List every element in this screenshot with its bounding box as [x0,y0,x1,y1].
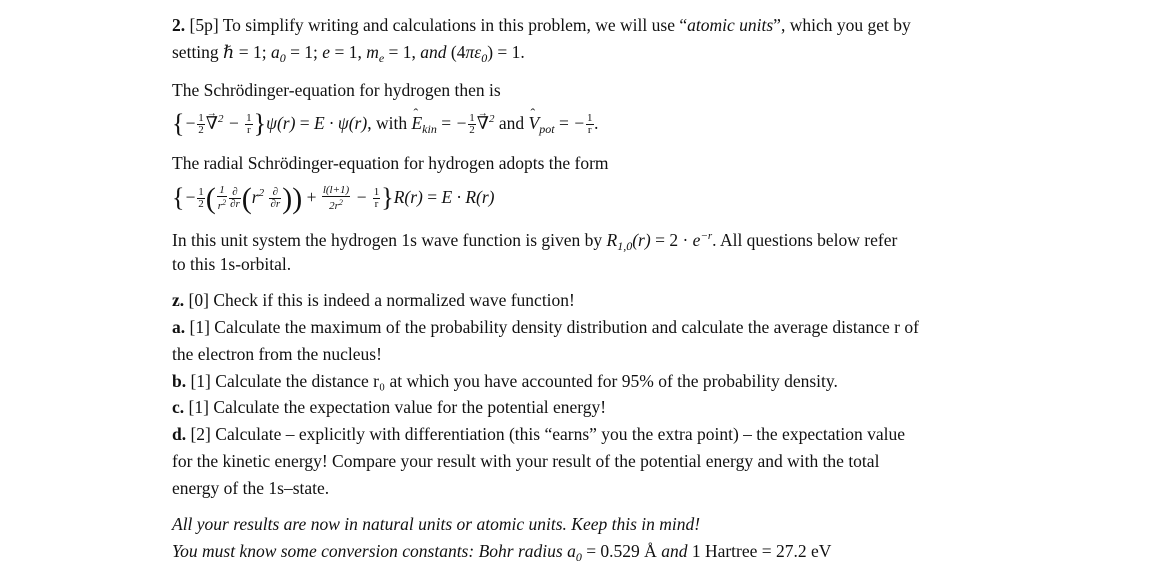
setting-line [172,41,525,69]
question-points: [1] [189,317,210,337]
and-word: and [498,113,525,133]
note-constants: You must know some conversion constants: Bohr radius $a_0 = 0.529$ Å and 1 Hartree = 27.2 eV [172,541,832,564]
problem-header-line: 2. [5p] To simplify writing and calculations in this problem, we will use “atomic units”, which you get by [172,15,911,35]
question-b [172,370,838,392]
question-label: d. [172,424,187,444]
question-label: a. [172,317,186,337]
units-definition: ℏ = 1; $a_0 = 1$; e = 1, $m_e = 1$, and $(4\pi\varepsilon_0) = 1$. [223,42,525,65]
wavefunction-line: In this unit system the hydrogen 1s wave function is given by $R_{1,0}(r) = 2 \cdot e^{-r}$. All questions below refer [172,230,898,253]
question-text: Check if this is indeed a normalized wave function! [213,290,575,310]
question-label: z. [172,290,185,310]
problem-number: 2 [172,15,181,35]
question-label: c. [172,397,185,417]
question-points: [1] [188,397,209,417]
wavefunction-prefix: In this unit system the hydrogen 1s wave function is given by [172,230,603,250]
question-a [172,316,919,338]
question-text: Calculate the expectation value for the potential energy! [213,397,607,417]
question-d-cont2: energy of the 1s–state. [172,478,330,498]
question-text: Calculate – explicitly with differentiation (this “earns” you the extra point) – the expectation value [215,424,905,444]
question-points: [1] [190,371,211,391]
question-c [172,396,606,418]
question-z [172,289,575,311]
question-points: [2] [190,424,211,444]
problem-intro: To simplify writing and calculations in this problem, we will use “atomic units”, which you get by [222,15,911,35]
note-constants-prefix: You must know some conversion constants: Bohr radius [172,541,563,561]
problem-points: [5p] [189,15,219,35]
note-units: All your results are now in natural units or atomic units. Keep this in mind! [172,514,701,534]
question-label: b. [172,371,187,391]
atomic-units-term: atomic units [687,15,774,35]
question-text: Calculate the maximum of the probability density distribution and calculate the average distance r of [214,317,919,337]
wavefunction-line-cont: to this 1s-orbital. [172,254,292,274]
radial-equation: {− $\frac{1}{2}$ ( $\frac{1}{r^2}$ $\frac{\partial}{\partial r}$ ($r^2$ $\frac{\partial}{\partial r}$ )) + $\frac{l(l+1)}{2r^2}$ − $\frac{1}{r}$ }R(r) = E · R(r) [172,182,495,215]
bohr-value: = 0.529 Å [586,541,657,561]
wavefunction-suffix: . All questions below refer [712,230,898,250]
and-word: and [661,541,688,561]
radial-intro: The radial Schrödinger-equation for hydrogen adopts the form [172,153,609,173]
question-a-cont: the electron from the nucleus! [172,344,382,364]
with-word: with [375,113,408,133]
question-d-cont: for the kinetic energy! Compare your result with your result of the potential energy and with the total [172,451,880,471]
question-points: [0] [188,290,209,310]
question-d [172,423,905,445]
hartree-value: 1 Hartree = 27.2 eV [691,541,832,561]
schrodinger-equation: {− $\frac{1}{2}$ ∇ →$^2$ − $\frac{1}{r}$ }ψ(r) = E · ψ(r), with E ˆ$_{kin}$ = − $\frac{1}{2}$ ∇ →$^2$ and V ˆ$_{pot}$ = − $\frac{1}{r}$ . [172,108,599,140]
setting-prefix: setting [172,42,219,62]
question-text: Calculate the distance r₀ at which you have accounted for 95% of the probability density. [215,371,838,391]
schrodinger-intro: The Schrödinger-equation for hydrogen then is [172,80,501,100]
